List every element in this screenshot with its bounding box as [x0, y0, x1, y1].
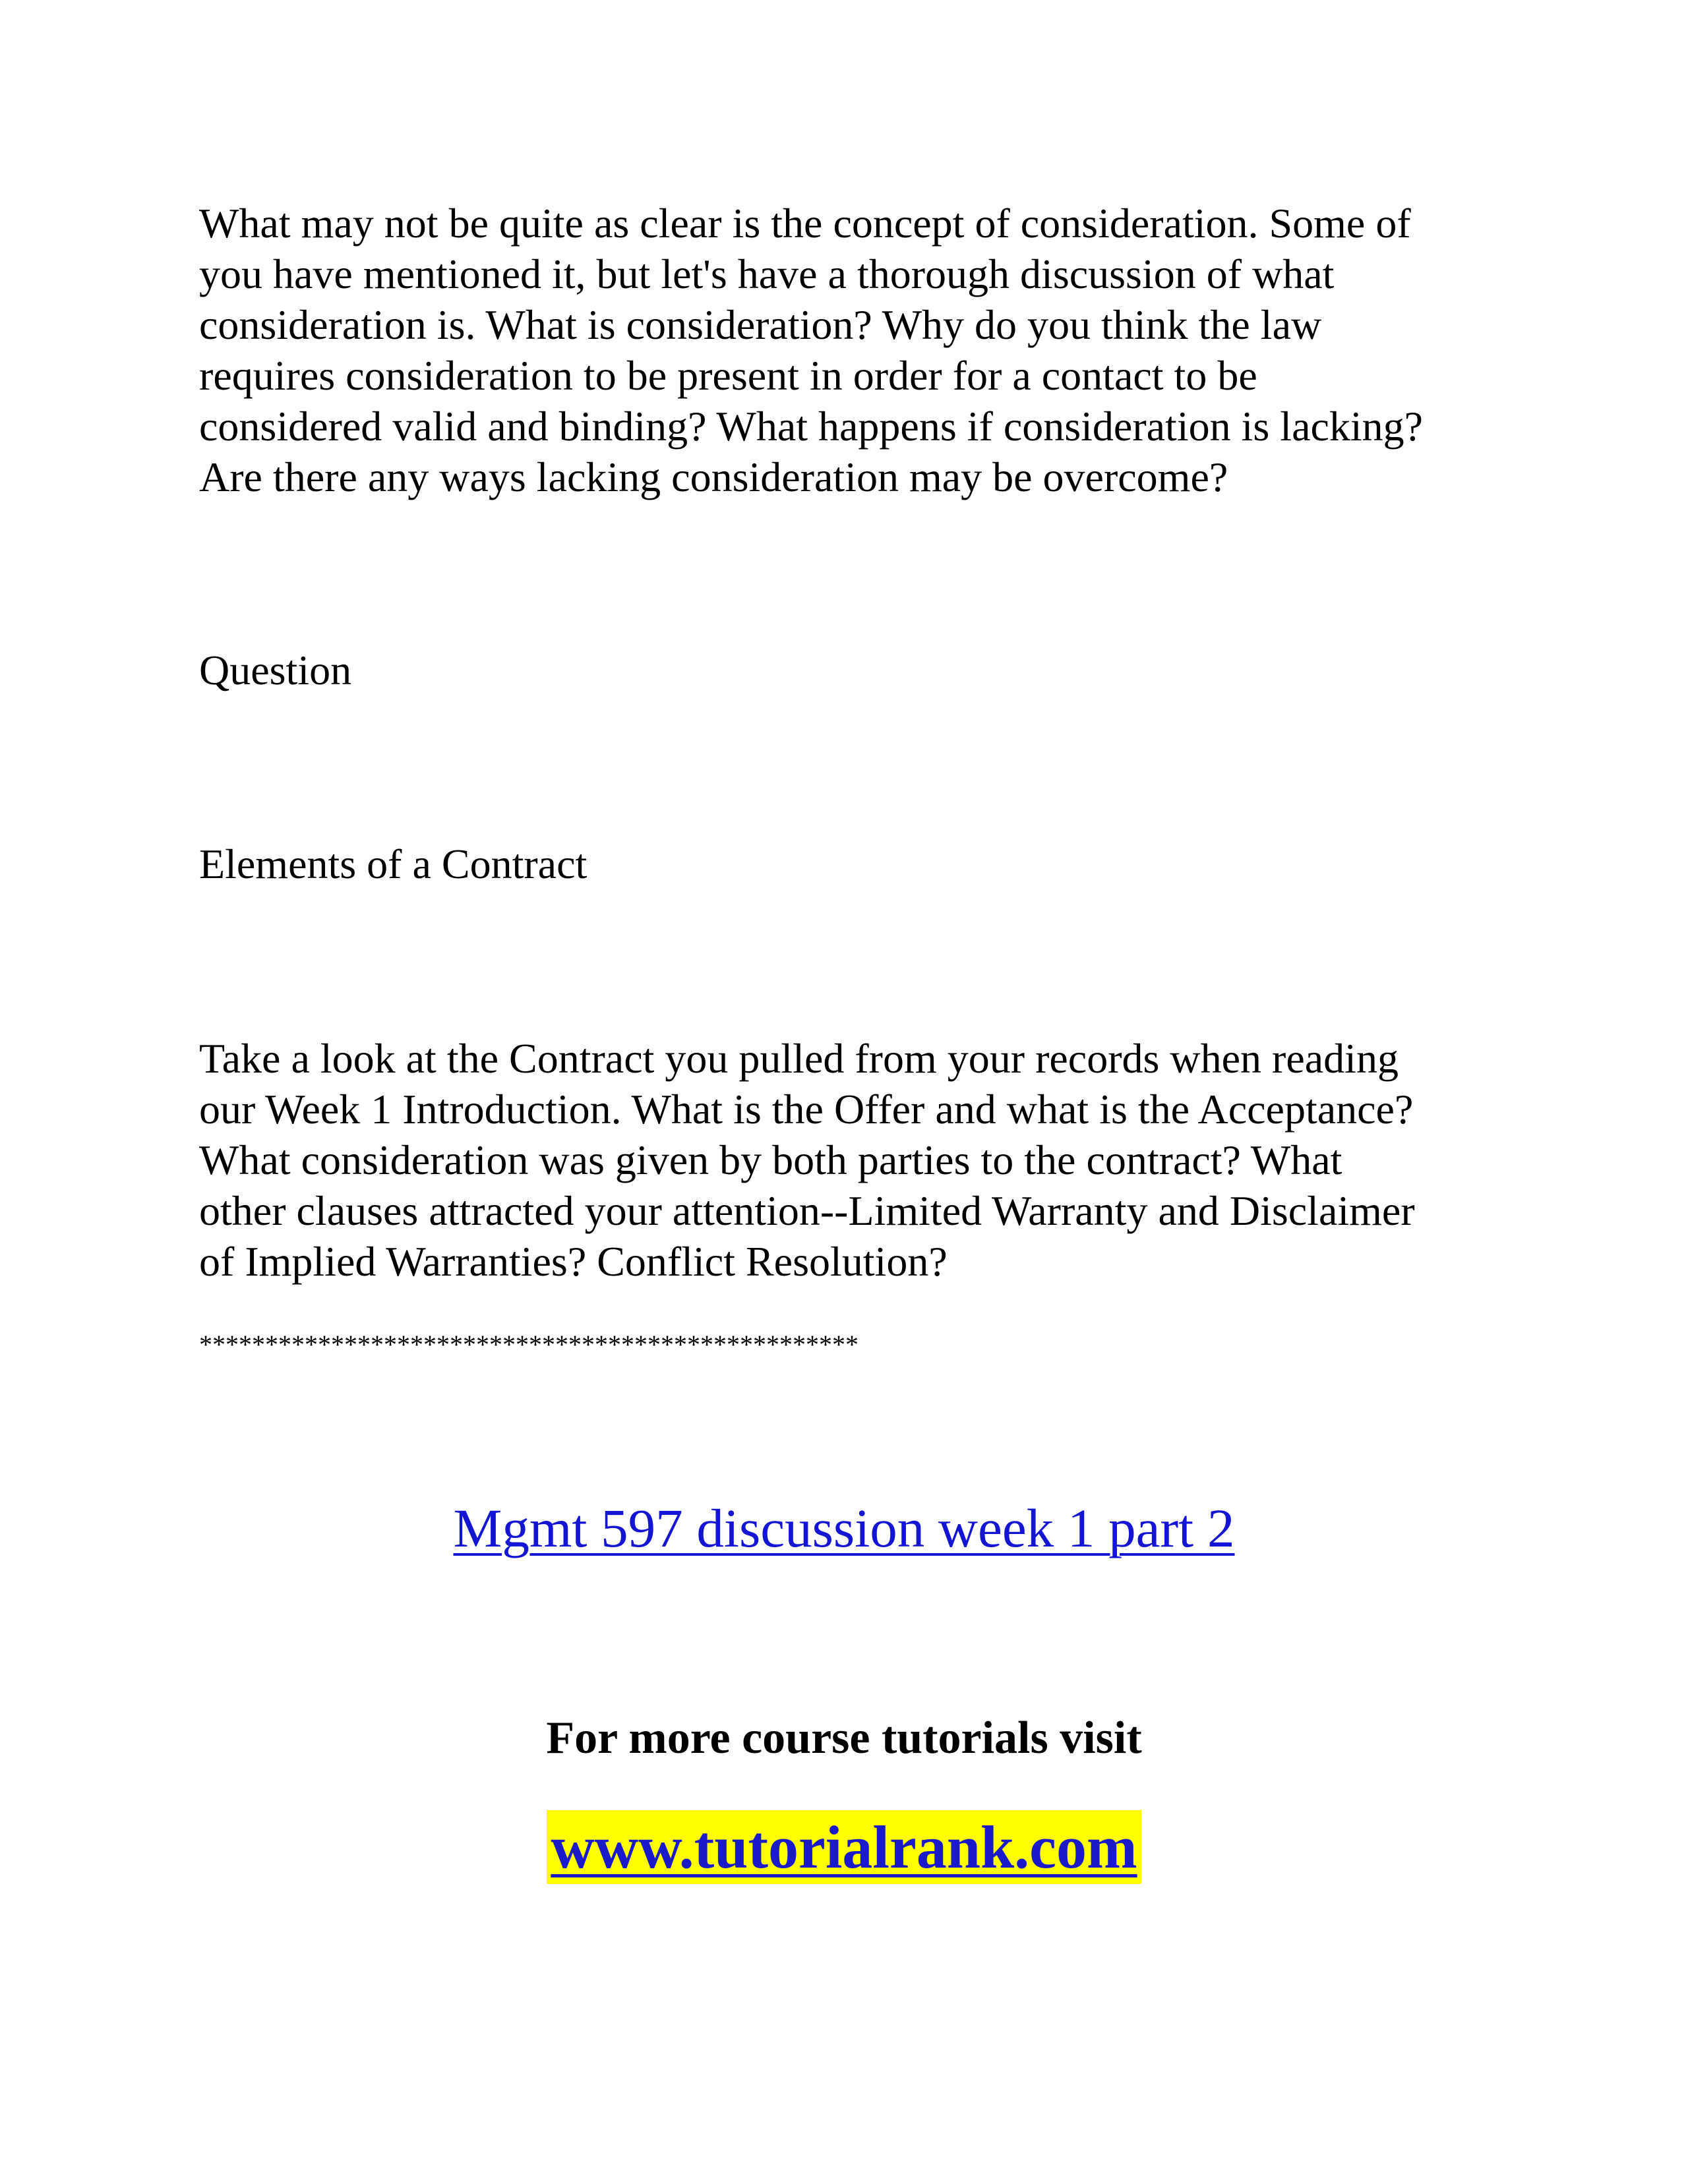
paragraph-line: What may not be quite as clear is the concept of consideration. Some of	[199, 200, 1411, 247]
paragraph-line: Take a look at the Contract you pulled from your records when reading	[199, 1035, 1399, 1082]
promo-text: For more course tutorials visit	[546, 1713, 1142, 1763]
website-link-container	[0, 1810, 1688, 1884]
contract-paragraph	[199, 1033, 1518, 1287]
paragraph-line: our Week 1 Introduction. What is the Offer and what is the Acceptance?	[199, 1086, 1414, 1133]
paragraph-line: consideration is. What is consideration? Why do you think the law	[199, 301, 1322, 348]
course-link[interactable]: Mgmt 597 discussion week 1 part 2	[453, 1498, 1235, 1558]
website-link[interactable]: www.tutorialrank.com	[547, 1810, 1141, 1884]
paragraph-line: Are there any ways lacking consideration may be overcome?	[199, 454, 1228, 500]
course-link-container	[0, 1495, 1688, 1561]
asterisk-separator: **************************************************	[199, 1330, 859, 1359]
paragraph-line: other clauses attracted your attention--Limited Warranty and Disclaimer	[199, 1187, 1415, 1234]
paragraph-line: you have mentioned it, but let's have a thorough discussion of what	[199, 251, 1335, 297]
paragraph-line: requires consideration to be present in order for a contact to be	[199, 352, 1257, 399]
question-label: Question	[199, 647, 352, 694]
paragraph-line: considered valid and binding? What happens if consideration is lacking?	[199, 403, 1424, 450]
paragraph-line: What consideration was given by both parties to the contract? What	[199, 1136, 1342, 1183]
elements-heading: Elements of a Contract	[199, 841, 588, 887]
consideration-paragraph	[199, 198, 1518, 502]
paragraph-line: of Implied Warranties? Conflict Resolution?	[199, 1238, 948, 1285]
